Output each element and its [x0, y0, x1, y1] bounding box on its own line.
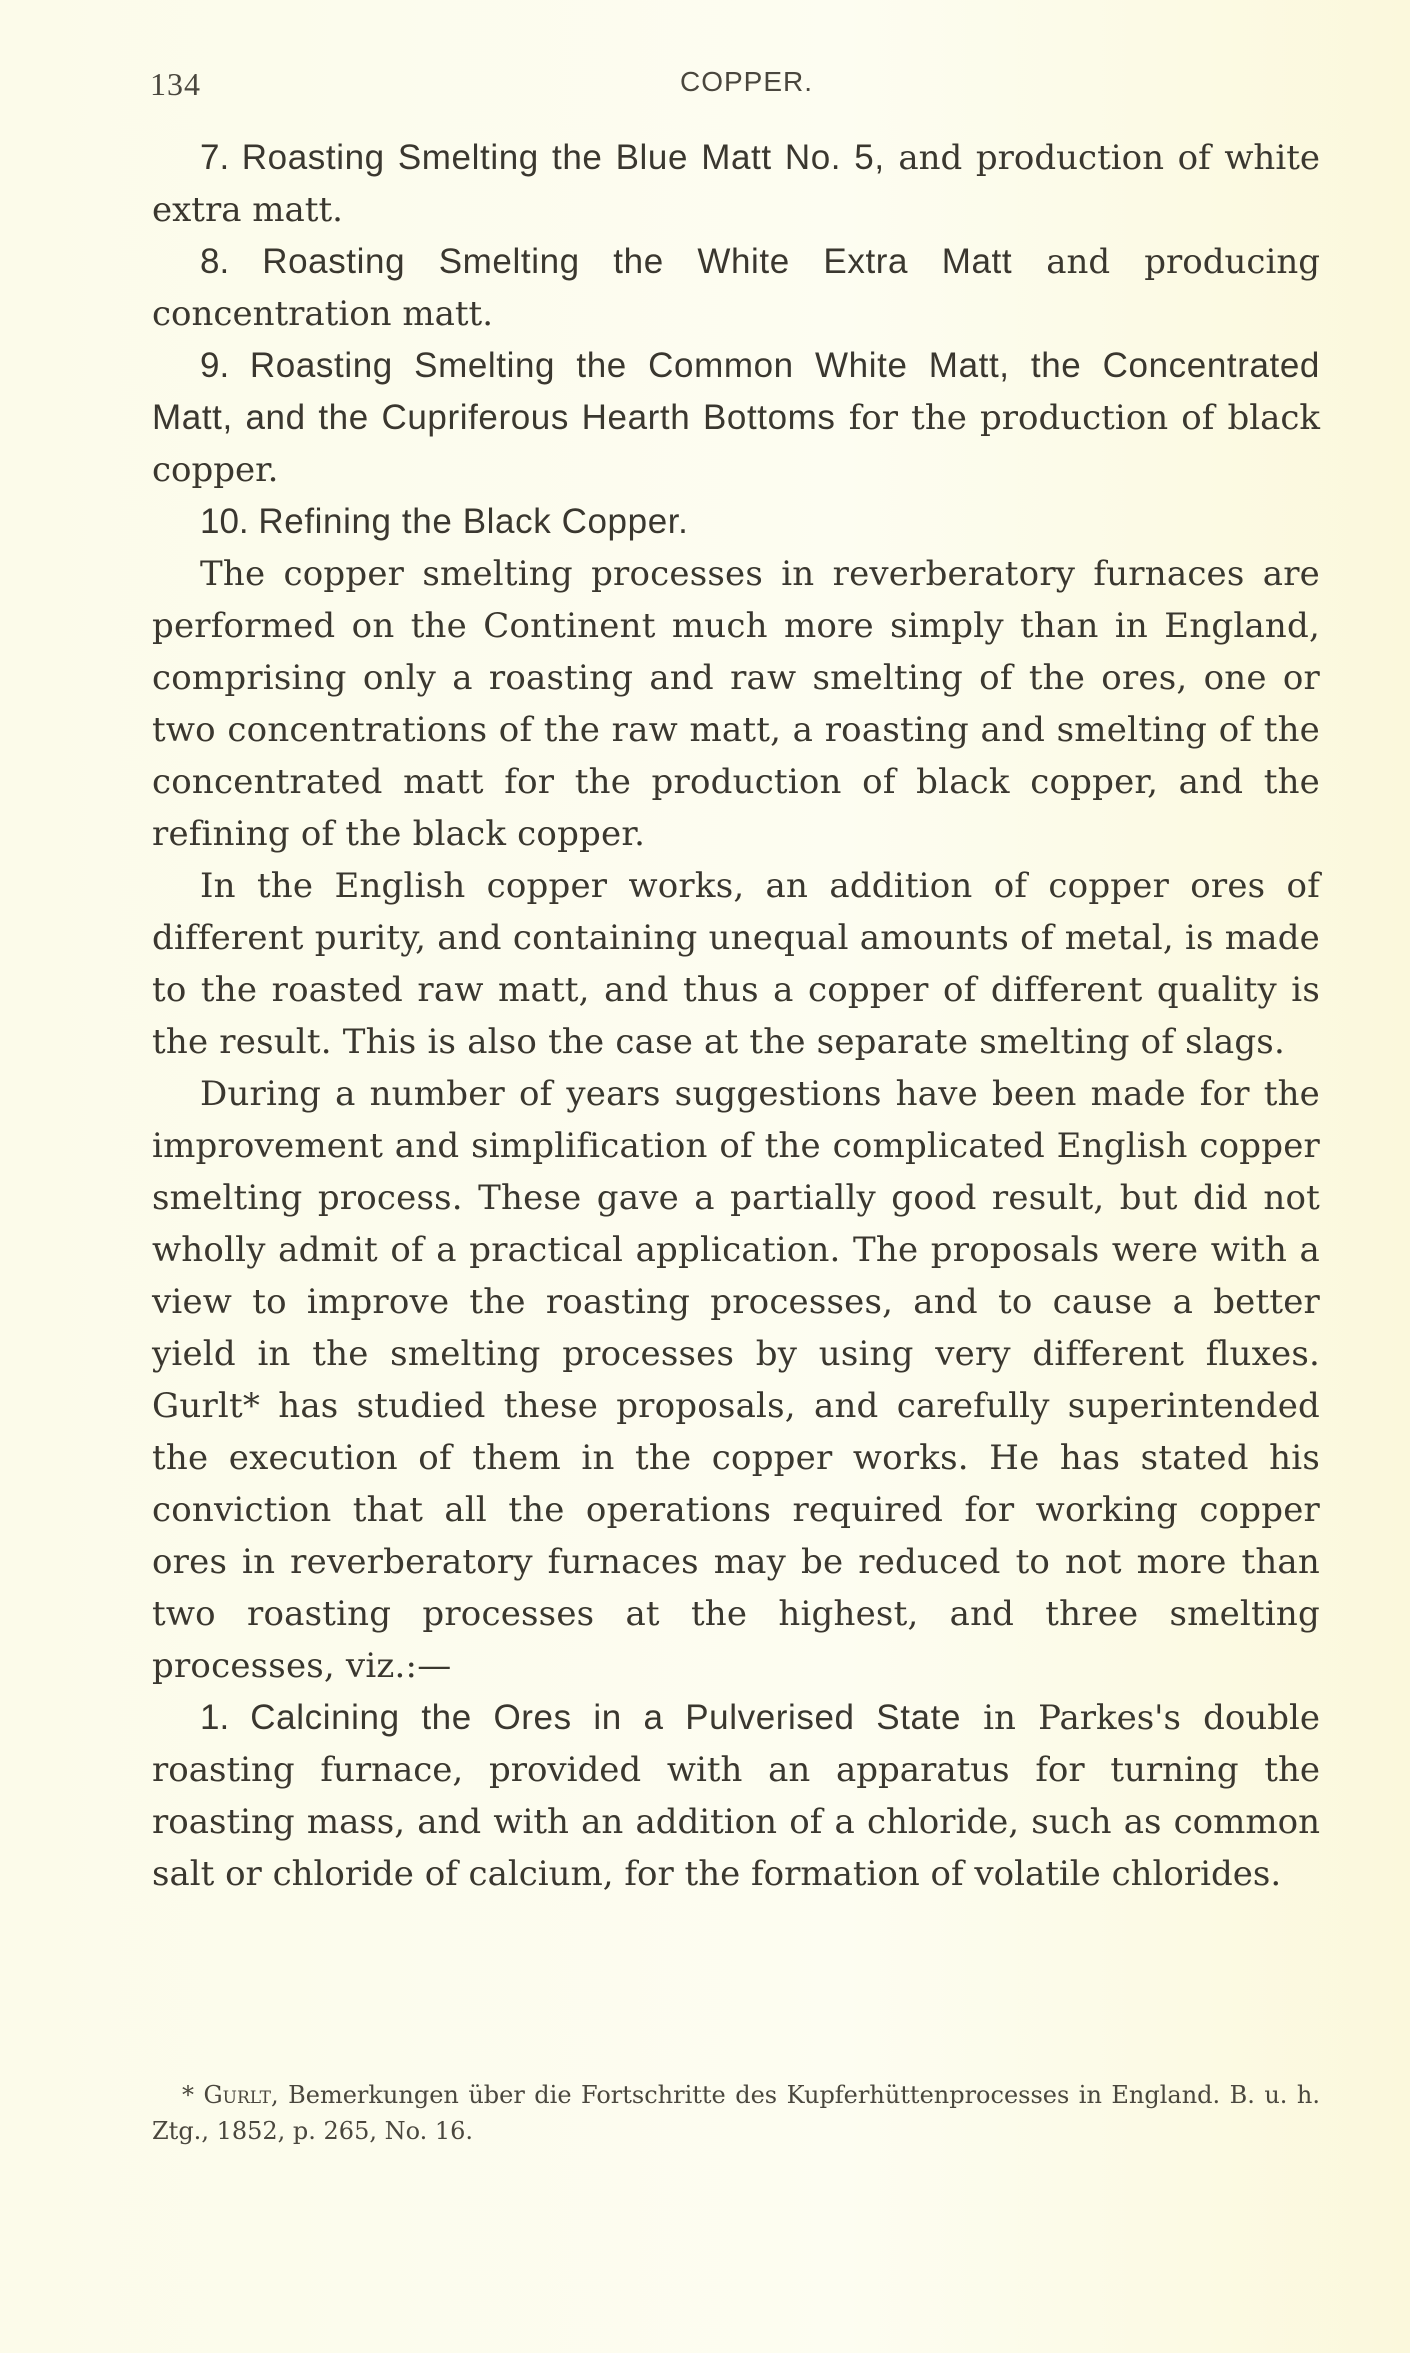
- list-item-9: [152, 340, 1320, 496]
- item-number: 10.: [200, 502, 249, 541]
- list-item-8: [152, 236, 1320, 340]
- list-item-7: [152, 132, 1320, 236]
- item-text: in Parkes's double roasting furnace, provided with an apparatus for turning the roasting mass, and with an addition of a chloride, such as common salt or chloride of calcium, for the formation of volatile chlorides.: [152, 1698, 1320, 1894]
- footnote-text: [152, 2077, 1320, 2149]
- footnote-author: Gurlt: [203, 2081, 272, 2109]
- item-number: 9.: [200, 346, 230, 385]
- body-text: [152, 132, 1320, 1900]
- paragraph-continent: The copper smelting processes in reverberatory furnaces are performed on the Continent much more simply than in England, comprising only a roasting and raw smelting of the ores, one or two concentrations of the raw matt, a roasting and smelting of the concentrated matt for the production of black copper, and the refining of the black copper.: [152, 554, 1320, 854]
- item-text: and production of white extra matt.: [152, 138, 1320, 230]
- list-item-1: [152, 1692, 1320, 1900]
- item-number: 8.: [200, 242, 230, 281]
- item-heading: Roasting Smelting the Common White Matt, the Concentrated Matt, and the Cupriferous Hearth Bottoms: [152, 346, 1320, 437]
- running-title: COPPER.: [680, 66, 814, 97]
- footnote-citation: , Bemerkungen über die Fortschritte des Kupferhüttenprocesses in England. B. u. h. Ztg., 1852, p. 265, No. 16.: [152, 2081, 1320, 2145]
- item-number: 1.: [200, 1698, 230, 1737]
- paragraph-suggestions: During a number of years suggestions have been made for the improvement and simplification of the complicated English copper smelting process. These gave a partially good result, but did not wholly admit of a practical application. The proposals were with a view to improve the roasting processes, and to cause a better yield in the smelting processes by using very different fluxes. Gurlt* has studied these proposals, and carefully superintended the execution of them in the copper works. He has stated his conviction that all the operations required for working copper ores in reverberatory furnaces may be reduced to not more than two roasting processes at the highest, and three smelting processes, viz.:—: [152, 1074, 1320, 1686]
- paragraph-english-works: In the English copper works, an addition of copper ores of different purity, and containing unequal amounts of metal, is made to the roasted raw matt, and thus a copper of different quality is the result. This is also the case at the separate smelting of slags.: [152, 866, 1320, 1062]
- item-heading: Roasting Smelting the Blue Matt No. 5,: [241, 138, 885, 177]
- item-heading: Refining the Black Copper.: [258, 502, 689, 541]
- footnote: [152, 2077, 1320, 2149]
- list-item-10: [152, 496, 1320, 548]
- running-head: [150, 66, 1320, 106]
- footnote-marker: *: [182, 2081, 204, 2109]
- item-heading: Calcining the Ores in a Pulverised State: [250, 1698, 962, 1737]
- item-text: for the production of black copper.: [152, 398, 1321, 490]
- item-text: and producing concentration matt.: [152, 242, 1320, 334]
- page-number: 134: [150, 66, 201, 102]
- item-number: 7.: [200, 138, 230, 177]
- item-heading: Roasting Smelting the White Extra Matt: [262, 242, 1013, 281]
